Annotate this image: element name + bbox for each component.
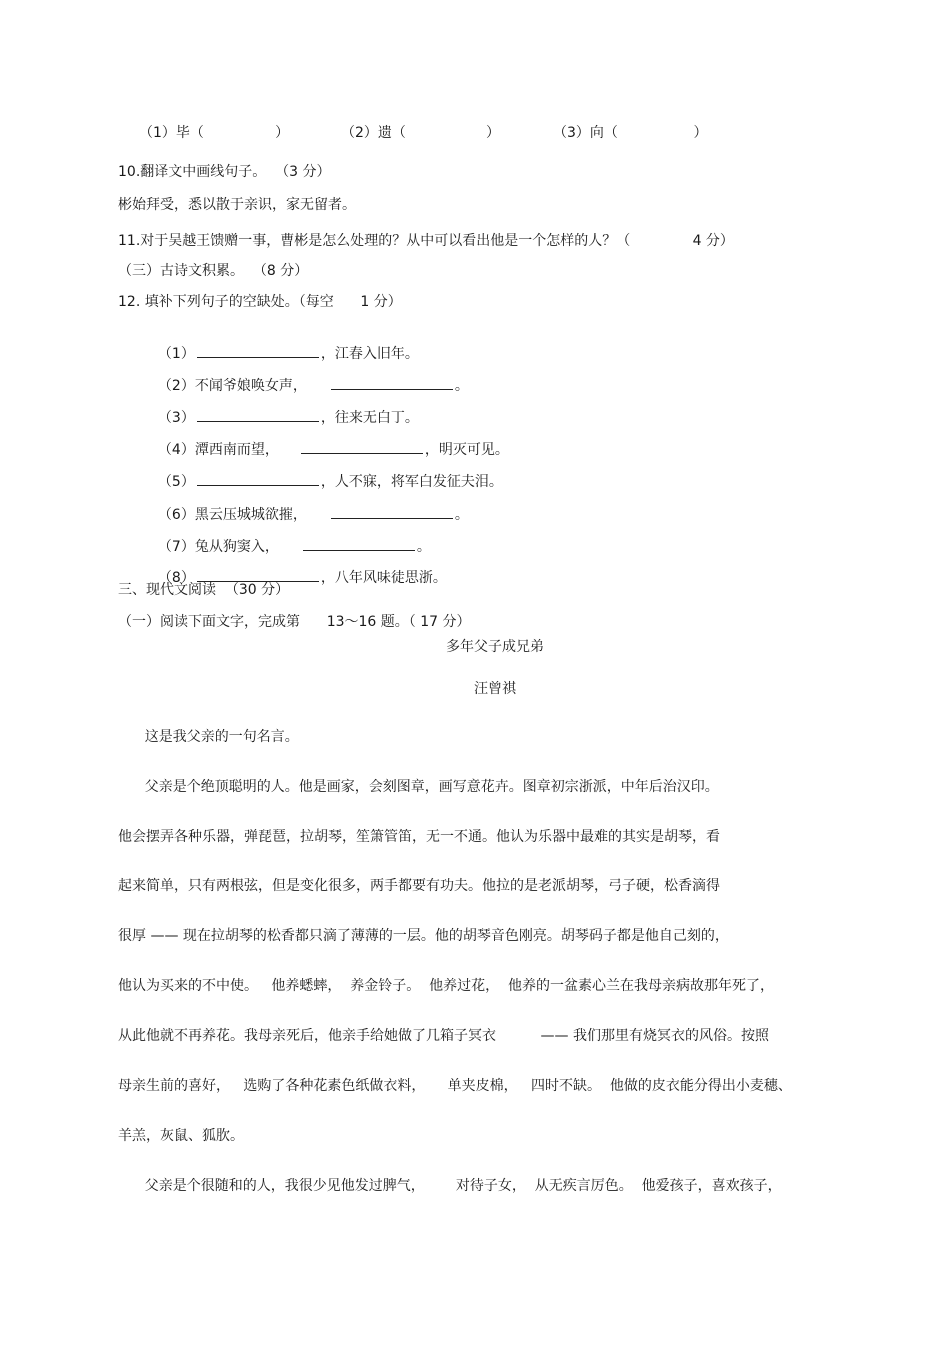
answer-blank[interactable] [331,504,453,519]
article-line: 羊羔，灰鼠、狐肷。 [118,1128,244,1144]
answer-blank[interactable] [197,343,319,358]
article-line: 他会摆弄各种乐器，弹琵琶，拉胡琴，笙箫管笛，无一不通。他认为乐器中最难的其实是胡琴，看 [118,829,720,845]
article-line: 很厚 —— 现在拉胡琴的松香都只滴了薄薄的一层。他的胡琴音色刚亮。胡琴码子都是他自己刻的， [118,928,729,944]
q12-item-text: ，人不寐，将军白发征夫泪。 [320,474,503,490]
q12-prompt: 12. 填补下列句子的空缺处。（每空 1 分） [118,294,402,310]
article-title: 多年父子成兄弟 [446,639,544,655]
section-modern-subheading: （一）阅读下面文字，完成第 13～16 题。（ 17 分） [118,614,471,630]
q12-item-number: （2） [157,378,195,394]
answer-blank[interactable] [331,375,453,390]
q12-item-number: （7） [157,539,195,555]
article-line: 起来简单，只有两根弦，但是变化很多，两手都要有功夫。他拉的是老派胡琴，弓子硬，松香滴得 [118,878,720,894]
section-modern-heading: 三、现代文阅读 （30 分） [118,582,290,598]
q9-item-1: （1）毕（ ） [139,125,290,141]
q12-item-number: （6） [157,507,195,523]
article-line: 这是我父亲的一句名言。 [118,729,299,745]
article-author: 汪曾祺 [474,681,516,697]
article-line: 父亲是个很随和的人，我很少见他发过脾气， 对待子女， 从无疾言厉色。 他爱孩子，喜欢孩子， [118,1178,782,1194]
q12-item-text: ，明灭可见。 [424,442,509,458]
answer-blank[interactable] [197,407,319,422]
q12-item-number: （3） [157,410,195,426]
answer-blank[interactable] [197,471,319,486]
q11-prompt: 11.对于吴越王馈赠一事，曹彬是怎么处理的？从中可以看出他是一个怎样的人？（ 4 分） [118,233,734,249]
q9-item-2: （2）遗（ ） [341,125,501,141]
q12-item-number: （8） [157,570,195,586]
q12-item-number: （1） [157,346,195,362]
article-line: 母亲生前的喜好， 选购了各种花素色纸做衣料， 单夹皮棉， 四时不缺。 他做的皮衣能分得出小麦穗、 [118,1078,792,1094]
q12-item-text: 黑云压城城欲摧， [194,507,307,523]
q9-item-3: （3）向（ ） [553,125,708,141]
q12-item-text: ，江春入旧年。 [320,346,419,362]
q12-item-text: 。 [454,507,469,523]
q12-item-text: 潭西南而望， [194,442,279,458]
q12-item-text: 兔从狗窦入， [194,539,279,555]
answer-blank[interactable] [301,439,423,454]
q12-item-text: 不闻爷娘唤女声， [194,378,307,394]
q10-prompt: 10.翻译文中画线句子。 （3 分） [118,164,331,180]
q12-item-number: （5） [157,474,195,490]
section-ancient-heading: （三）古诗文积累。 （8 分） [118,263,309,279]
article-line: 父亲是个绝顶聪明的人。他是画家，会刻图章，画写意花卉。图章初宗浙派，中年后治汉印。 [118,779,719,795]
answer-blank[interactable] [197,567,319,582]
q12-item-number: （4） [157,442,195,458]
q12-item-text: 。 [454,378,469,394]
q10-sentence: 彬始拜受，悉以散于亲识，家无留者。 [118,197,356,213]
q12-item-text: ，八年风味徒思浙。 [320,570,447,586]
article-line: 从此他就不再养花。我母亲死后，他亲手给她做了几箱子冥衣 —— 我们那里有烧冥衣的风俗。按照 [118,1028,769,1044]
q12-item-text: ，往来无白丁。 [320,410,419,426]
q12-item-text: 。 [416,539,431,555]
article-line: 他认为买来的不中使。 他养蟋蟀， 养金铃子。 他养过花， 他养的一盆素心兰在我母亲病故那年死了， [118,978,775,994]
